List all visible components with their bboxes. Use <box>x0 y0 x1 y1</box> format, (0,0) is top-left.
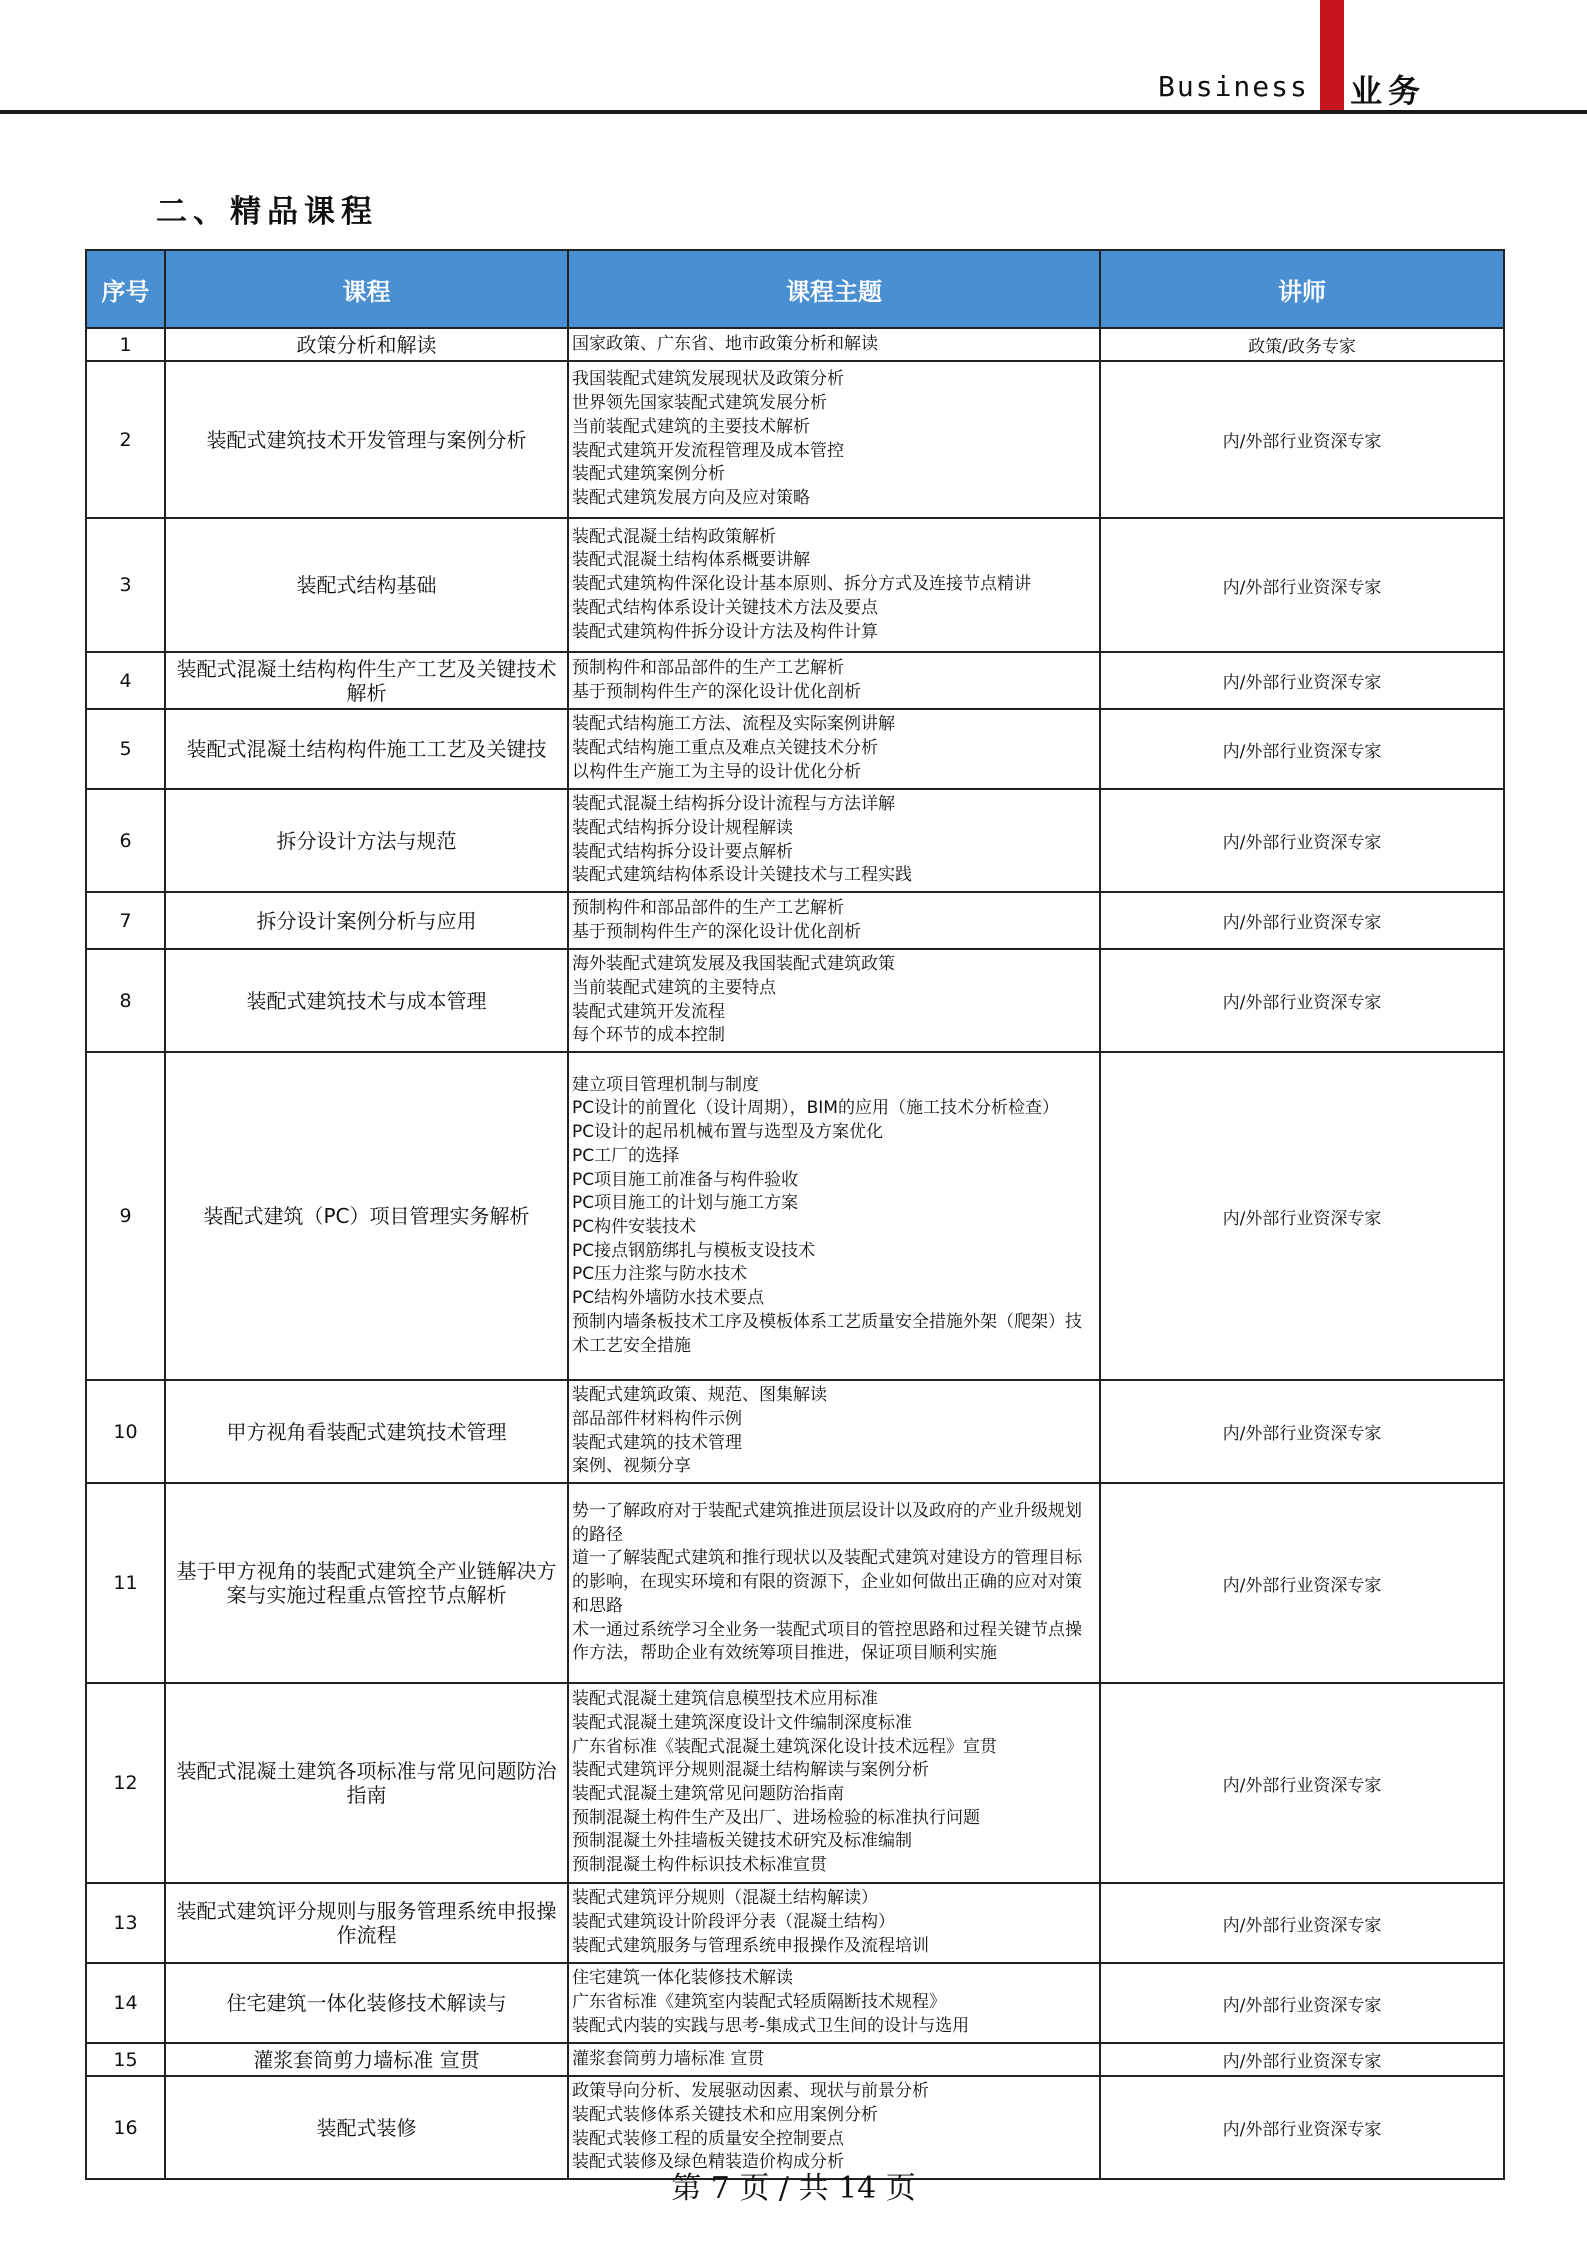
topic-line: 装配式混凝土建筑信息模型技术应用标准 <box>572 1689 878 1710</box>
column-header-no: 序号 <box>86 250 165 328</box>
topic-line: 装配式建筑的技术管理 <box>572 1432 742 1453</box>
column-header-course: 课程 <box>165 250 568 328</box>
teacher: 内/外部行业资深专家 <box>1100 949 1504 1052</box>
teacher: 内/外部行业资深专家 <box>1100 1883 1504 1963</box>
course-name: 装配式建筑技术与成本管理 <box>165 949 568 1052</box>
course-name: 装配式建筑技术开发管理与案例分析 <box>165 361 568 518</box>
course-topics <box>568 1483 1100 1683</box>
row-number: 1 <box>86 328 165 361</box>
topic-line: 装配式建筑构件深化设计基本原则、拆分方式及连接节点精讲 <box>572 574 1031 595</box>
topic-line: 装配式装修工程的质量安全控制要点 <box>572 2128 844 2149</box>
row-number: 11 <box>86 1483 165 1683</box>
table-row <box>86 709 1504 789</box>
course-name: 拆分设计方法与规范 <box>165 789 568 892</box>
topic-line: PC项目施工的计划与施工方案 <box>572 1193 799 1214</box>
topic-line: 装配式建筑案例分析 <box>572 464 725 485</box>
topic-line: 装配式内装的实践与思考-集成式卫生间的设计与选用 <box>572 2015 970 2036</box>
topic-line: 装配式建筑服务与管理系统申报操作及流程培训 <box>572 1935 929 1956</box>
topic-line: 预制混凝土构件生产及出厂、进场检验的标准执行问题 <box>572 1807 980 1828</box>
topic-line: 装配式结构拆分设计要点解析 <box>572 841 793 862</box>
table-row <box>86 2043 1504 2076</box>
course-name: 政策分析和解读 <box>165 328 568 361</box>
course-name: 装配式建筑（PC）项目管理实务解析 <box>165 1052 568 1380</box>
teacher: 内/外部行业资深专家 <box>1100 652 1504 709</box>
row-number: 2 <box>86 361 165 518</box>
row-number: 6 <box>86 789 165 892</box>
topic-line: 装配式建筑设计阶段评分表（混凝土结构） <box>572 1912 895 1933</box>
topic-line: 装配式建筑开发流程管理及成本管控 <box>572 440 844 461</box>
teacher: 内/外部行业资深专家 <box>1100 2076 1504 2179</box>
course-topics <box>568 328 1100 361</box>
table-row <box>86 1380 1504 1483</box>
row-number: 14 <box>86 1963 165 2043</box>
topic-line: PC接点钢筋绑扎与模板支设技术 <box>572 1240 816 1261</box>
header-accent-bar <box>1320 0 1344 112</box>
topic-line: 装配式混凝土建筑深度设计文件编制深度标准 <box>572 1712 912 1733</box>
row-number: 9 <box>86 1052 165 1380</box>
table-header-row <box>86 250 1504 328</box>
topic-line: 部品部件材料构件示例 <box>572 1408 742 1429</box>
topic-line: 装配式建筑评分规则（混凝土结构解读） <box>572 1888 878 1909</box>
course-topics <box>568 2043 1100 2076</box>
course-name: 基于甲方视角的装配式建筑全产业链解决方案与实施过程重点管控节点解析 <box>165 1483 568 1683</box>
topic-line: 建立项目管理机制与制度 <box>572 1074 759 1095</box>
topic-line: 势一了解政府对于装配式建筑推进顶层设计以及政府的产业升级规划的路径 <box>572 1501 1082 1545</box>
topic-line: 装配式建筑发展方向及应对策略 <box>572 487 810 508</box>
table-row <box>86 892 1504 949</box>
topic-line: PC设计的起吊机械布置与选型及方案优化 <box>572 1122 884 1143</box>
topic-line: PC设计的前置化（设计周期），BIM的应用（施工技术分析检查） <box>572 1098 1059 1119</box>
row-number: 4 <box>86 652 165 709</box>
topic-line: 道一了解装配式建筑和推行现状以及装配式建筑对建设方的管理目标的影响，在现实环境和有限的资源下，企业如何做出正确的应对对策和思路 <box>572 1548 1082 1616</box>
row-number: 7 <box>86 892 165 949</box>
column-header-topic: 课程主题 <box>568 250 1100 328</box>
topic-line: 装配式装修及绿色精装造价构成分析 <box>572 2152 844 2173</box>
topic-line: 预制构件和部品部件的生产工艺解析 <box>572 897 844 918</box>
teacher: 内/外部行业资深专家 <box>1100 1380 1504 1483</box>
topic-line: 海外装配式建筑发展及我国装配式建筑政策 <box>572 954 895 975</box>
table-row <box>86 652 1504 709</box>
topic-line: 装配式混凝土结构拆分设计流程与方法详解 <box>572 794 895 815</box>
course-name: 装配式混凝土结构构件施工工艺及关键技 <box>165 709 568 789</box>
row-number: 15 <box>86 2043 165 2076</box>
table-row <box>86 1052 1504 1380</box>
topic-line: 预制构件和部品部件的生产工艺解析 <box>572 657 844 678</box>
teacher: 内/外部行业资深专家 <box>1100 789 1504 892</box>
course-name: 甲方视角看装配式建筑技术管理 <box>165 1380 568 1483</box>
teacher: 内/外部行业资深专家 <box>1100 709 1504 789</box>
course-topics <box>568 892 1100 949</box>
page-number: 第 7 页 / 共 14 页 <box>671 2171 916 2206</box>
topic-line: 装配式装修体系关键技术和应用案例分析 <box>572 2104 878 2125</box>
teacher: 内/外部行业资深专家 <box>1100 361 1504 518</box>
topic-line: 装配式建筑开发流程 <box>572 1001 725 1022</box>
topic-line: 广东省标准《装配式混凝土建筑深化设计技术远程》宣贯 <box>572 1736 997 1757</box>
course-topics <box>568 949 1100 1052</box>
table-row <box>86 1963 1504 2043</box>
course-name: 住宅建筑一体化装修技术解读与 <box>165 1963 568 2043</box>
table-row <box>86 1683 1504 1883</box>
teacher: 内/外部行业资深专家 <box>1100 518 1504 652</box>
course-name: 灌浆套筒剪力墙标准 宣贯 <box>165 2043 568 2076</box>
teacher: 内/外部行业资深专家 <box>1100 1963 1504 2043</box>
topic-line: 灌浆套筒剪力墙标准 宣贯 <box>572 2048 765 2069</box>
teacher: 内/外部行业资深专家 <box>1100 892 1504 949</box>
section-title: 二、精品课程 <box>156 194 378 230</box>
row-number: 16 <box>86 2076 165 2179</box>
course-topics <box>568 518 1100 652</box>
table-row <box>86 1883 1504 1963</box>
row-number: 12 <box>86 1683 165 1883</box>
topic-line: 国家政策、广东省、地市政策分析和解读 <box>572 333 878 354</box>
topic-line: 预制混凝土构件标识技术标准宣贯 <box>572 1855 827 1876</box>
row-number: 5 <box>86 709 165 789</box>
table-row <box>86 328 1504 361</box>
row-number: 10 <box>86 1380 165 1483</box>
course-table <box>85 249 1505 2180</box>
course-topics <box>568 1380 1100 1483</box>
topic-line: 装配式结构拆分设计规程解读 <box>572 817 793 838</box>
teacher: 内/外部行业资深专家 <box>1100 1052 1504 1380</box>
teacher: 政策/政务专家 <box>1100 328 1504 361</box>
course-name: 拆分设计案例分析与应用 <box>165 892 568 949</box>
teacher: 内/外部行业资深专家 <box>1100 1483 1504 1683</box>
topic-line: 装配式建筑结构体系设计关键技术与工程实践 <box>572 865 912 886</box>
course-topics <box>568 1883 1100 1963</box>
topic-line: PC压力注浆与防水技术 <box>572 1264 748 1285</box>
teacher: 内/外部行业资深专家 <box>1100 1683 1504 1883</box>
topic-line: 每个环节的成本控制 <box>572 1025 725 1046</box>
topic-line: PC结构外墙防水技术要点 <box>572 1288 765 1309</box>
topic-line: PC构件安装技术 <box>572 1217 697 1237</box>
row-number: 8 <box>86 949 165 1052</box>
course-topics <box>568 1052 1100 1380</box>
row-number: 3 <box>86 518 165 652</box>
topic-line: 装配式建筑政策、规范、图集解读 <box>572 1385 827 1406</box>
course-name: 装配式混凝土建筑各项标准与常见问题防治指南 <box>165 1683 568 1883</box>
topic-line: 术一通过系统学习全业务一装配式项目的管控思路和过程关键节点操作方法，帮助企业有效统筹项目推进，保证项目顺利实施 <box>572 1619 1082 1664</box>
table-row <box>86 361 1504 518</box>
topic-line: 装配式结构施工方法、流程及实际案例讲解 <box>572 714 895 735</box>
topic-line: 基于预制构件生产的深化设计优化剖析 <box>572 681 861 702</box>
course-name: 装配式结构基础 <box>165 518 568 652</box>
topic-line: 预制内墙条板技术工序及模板体系工艺质量安全措施外架（爬架）技术工艺安全措施 <box>572 1311 1082 1356</box>
topic-line: 装配式建筑评分规则混凝土结构解读与案例分析 <box>572 1760 929 1781</box>
table-row <box>86 1483 1504 1683</box>
topic-line: 世界领先国家装配式建筑发展分析 <box>572 393 827 414</box>
course-topics <box>568 789 1100 892</box>
topic-line: 政策导向分析、发展驱动因素、现状与前景分析 <box>572 2081 929 2102</box>
topic-line: 当前装配式建筑的主要特点 <box>572 977 776 998</box>
topic-line: 预制混凝土外挂墙板关键技术研究及标准编制 <box>572 1831 912 1852</box>
header-brand-english: Business <box>1158 70 1309 103</box>
course-topics <box>568 1683 1100 1883</box>
topic-line: 装配式混凝土建筑常见问题防治指南 <box>572 1784 844 1804</box>
topic-line: 装配式建筑构件拆分设计方法及构件计算 <box>572 621 878 642</box>
topic-line: 案例、视频分享 <box>572 1456 691 1477</box>
table-row <box>86 949 1504 1052</box>
header-divider <box>0 110 1587 114</box>
table-row <box>86 518 1504 652</box>
course-topics <box>568 1963 1100 2043</box>
teacher: 内/外部行业资深专家 <box>1100 2043 1504 2076</box>
topic-line: 广东省标准《建筑室内装配式轻质隔断技术规程》 <box>572 1992 946 2013</box>
course-name: 装配式装修 <box>165 2076 568 2179</box>
course-table-body <box>86 328 1504 2179</box>
topic-line: 当前装配式建筑的主要技术解析 <box>572 416 810 437</box>
header-brand-chinese: 业务 <box>1350 72 1427 110</box>
topic-line: 住宅建筑一体化装修技术解读 <box>572 1968 793 1989</box>
course-name: 装配式建筑评分规则与服务管理系统申报操作流程 <box>165 1883 568 1963</box>
course-topics <box>568 361 1100 518</box>
course-name: 装配式混凝土结构构件生产工艺及关键技术解析 <box>165 652 568 709</box>
topic-line: 基于预制构件生产的深化设计优化剖析 <box>572 921 861 942</box>
course-topics <box>568 652 1100 709</box>
page-header <box>0 0 1587 118</box>
row-number: 13 <box>86 1883 165 1963</box>
topic-line: 以构件生产施工为主导的设计优化分析 <box>572 761 861 782</box>
table-row <box>86 789 1504 892</box>
topic-line: 装配式结构施工重点及难点关键技术分析 <box>572 738 878 759</box>
topic-line: PC项目施工前准备与构件验收 <box>572 1169 799 1190</box>
column-header-teacher: 讲师 <box>1100 250 1504 328</box>
topic-line: 装配式混凝土结构体系概要讲解 <box>572 550 810 571</box>
topic-line: 我国装配式建筑发展现状及政策分析 <box>572 369 844 390</box>
topic-line: PC工厂的选择 <box>572 1145 680 1166</box>
topic-line: 装配式混凝土结构政策解析 <box>572 526 776 547</box>
topic-line: 装配式结构体系设计关键技术方法及要点 <box>572 597 878 618</box>
course-topics <box>568 709 1100 789</box>
